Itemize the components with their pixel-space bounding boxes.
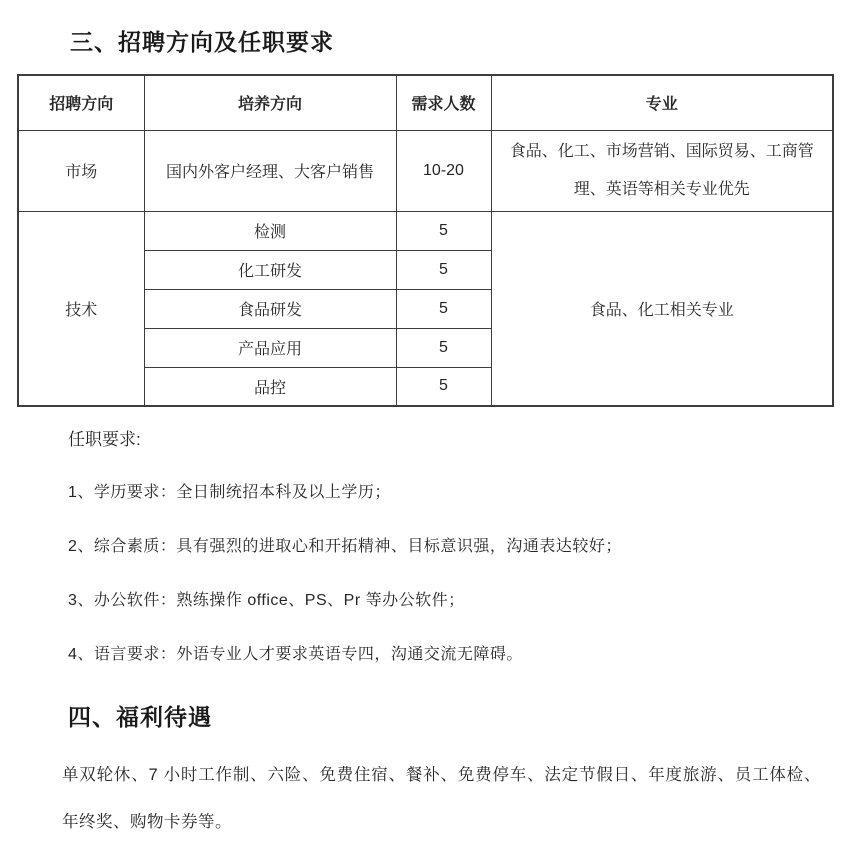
market-training-cell: 国内外客户经理、大客户销售 <box>144 130 396 211</box>
header-training: 培养方向 <box>144 75 396 130</box>
header-headcount: 需求人数 <box>396 75 491 130</box>
table-row-tech-1 <box>18 211 833 250</box>
header-major: 专业 <box>491 75 833 130</box>
tech-headcount-cell: 5 <box>396 328 491 367</box>
recruitment-section-heading: 三、招聘方向及任职要求 <box>70 29 334 55</box>
benefits-paragraph: 单双轮休、7 小时工作制、六险、免费住宿、餐补、免费停车、法定节假日、年度旅游、员工体检、年终奖、购物卡券等。 <box>62 766 821 831</box>
tech-headcount-cell: 5 <box>396 289 491 328</box>
requirement-item-quality: 2、综合素质：具有强烈的进取心和开拓精神、目标意识强，沟通表达较好； <box>68 538 622 555</box>
requirement-item-language: 4、语言要求：外语专业人才要求英语专四，沟通交流无障碍。 <box>68 646 523 663</box>
requirement-item-software: 3、办公软件：熟练操作 office、PS、Pr 等办公软件； <box>68 592 465 609</box>
tech-training-cell: 检测 <box>144 211 396 250</box>
requirement-item-education: 1、学历要求：全日制统招本科及以上学历； <box>68 484 391 501</box>
requirements-section <box>68 425 849 665</box>
recruitment-table <box>17 74 834 407</box>
market-majors-cell: 食品、化工、市场营销、国际贸易、工商管理、英语等相关专业优先 <box>491 130 833 211</box>
table-row-market <box>18 130 833 211</box>
tech-training-cell: 品控 <box>144 367 396 406</box>
tech-headcount-cell: 5 <box>396 250 491 289</box>
tech-training-cell: 食品研发 <box>144 289 396 328</box>
tech-majors-cell: 食品、化工相关专业 <box>491 211 833 406</box>
market-headcount-cell: 10-20 <box>396 130 491 211</box>
tech-headcount-cell: 5 <box>396 367 491 406</box>
tech-training-cell: 化工研发 <box>144 250 396 289</box>
requirements-title: 任职要求: <box>68 430 141 449</box>
tech-direction-cell: 技术 <box>18 211 144 406</box>
tech-training-cell: 产品应用 <box>144 328 396 367</box>
benefits-section-heading: 四、福利待遇 <box>68 704 212 730</box>
tech-headcount-cell: 5 <box>396 211 491 250</box>
header-direction: 招聘方向 <box>18 75 144 130</box>
market-direction-cell: 市场 <box>18 130 144 211</box>
table-header-row <box>18 75 833 130</box>
